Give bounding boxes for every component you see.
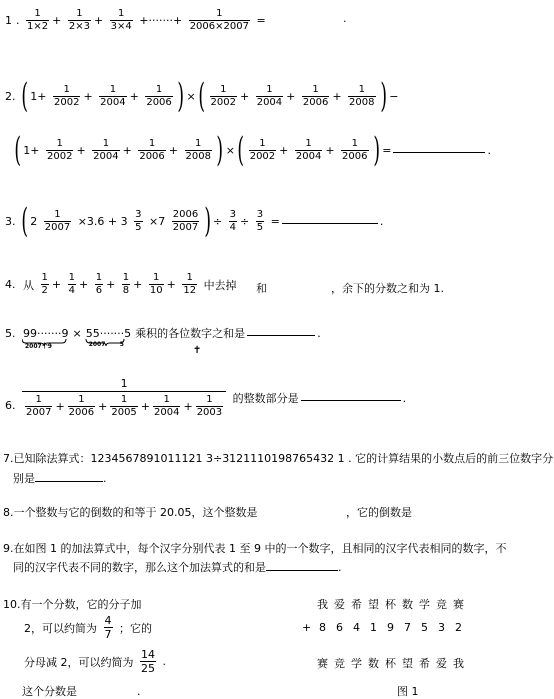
question-number: 2. — [5, 89, 16, 103]
answer-blank[interactable] — [301, 400, 401, 401]
period: . — [343, 12, 347, 25]
figure-row-3: 赛 竞 学 数 杯 望 希 爱 我 — [317, 657, 464, 670]
question-2-line-2: ( 1+ $\frac{1}{2002}$ + $\frac{1}{2004}$ + $\frac{1}{2006}$ + $\frac{1}{2008}$ ) ×( $\frac{1}{2002}$ + $\frac{1}{2004}$ + $\frac{1}{2006}$ ) = . — [14, 130, 491, 170]
question-number: 3. — [5, 214, 16, 228]
question-6: 6. 1 $\frac{1}{2007}$ + $\frac{1}{2006}$ + $\frac{1}{2005}$ + $\frac{1}{2004}$ + $\frac{1}{2003}$ 的整数部分是 . — [5, 377, 407, 418]
question-7 — [3, 450, 553, 466]
answer-blank[interactable] — [247, 335, 315, 336]
question-number: 6. — [5, 398, 16, 412]
question-number: 4. — [5, 278, 16, 291]
answer-blank[interactable] — [35, 481, 103, 482]
fraction: $\frac{1}{2006\times 2007}$ — [189, 8, 249, 32]
text: ，余下的分数之和为 1. — [331, 282, 444, 295]
question-5: 5. 99·······9 2007个9 × 55·······5 2007 5 乘积的各位数字之和是 . — [5, 326, 321, 351]
fraction: $\frac{1}{2\times 3}$ — [68, 8, 90, 32]
question-number: 9. — [3, 542, 14, 555]
question-number: 5. — [5, 326, 16, 340]
figure-caption: 图 1 — [397, 685, 419, 698]
text: 和 — [256, 282, 267, 295]
question-10-line-3: 分母减 2，可以约简为 $\frac{14}{25}$ . — [24, 648, 166, 675]
question-8: 8.一个整数与它的倒数的和等于 20.05，这个整数是 — [3, 506, 258, 519]
answer-blank[interactable] — [393, 152, 485, 153]
question-number: 8. — [3, 506, 14, 519]
question-1: 1 . $\frac{1}{1\times 2}$ + $\frac{1}{2\times 3}$ + $\frac{1}{3\times 4}$ +·······+ $\frac{1}{2006\times 2007}$ = — [5, 8, 266, 32]
question-7-line-2: 别是 . — [13, 472, 107, 485]
fraction: $\frac{1}{3\times 4}$ — [110, 8, 132, 32]
brace-marks — [22, 337, 132, 347]
answer-blank[interactable] — [282, 223, 378, 224]
question-10-line-4: 这个分数是 . — [22, 685, 141, 698]
question-number: 10. — [3, 598, 21, 611]
cursor-mark: ✝ — [193, 345, 202, 356]
figure-row-1: 我 爱 希 望 杯 数 学 竞 赛 — [317, 598, 464, 611]
fraction: $\frac{1}{1\times 2}$ — [27, 8, 49, 32]
question-9: 9.在如图 1 的加法算式中，每个汉字分别代表 1 至 9 中的一个数字，且相同的汉字代表相同的数字，不 — [3, 542, 507, 555]
question-2: 2. ( 1+ $\frac{1}{2002}$ + $\frac{1}{2004}$ + $\frac{1}{2006}$ ) ×( $\frac{1}{2002}$ + $\frac{1}{2004}$ + $\frac{1}{2006}$ + $\frac{1}{2008}$ ) − — [5, 76, 399, 116]
plus-sign: + — [302, 621, 312, 634]
question-text: 已知除法算式：1234567891011121 3÷3121110198765432 1 . 它的计算结果的小数点后的前三位数字分 — [13, 452, 554, 465]
question-4: 4. 从 $\frac{1}{2}$ + $\frac{1}{4}$ + $\frac{1}{6}$ + $\frac{1}{8}$ + $\frac{1}{10}$ + $\frac{1}{12}$ 中去掉 — [5, 272, 237, 296]
question-number: 7. — [3, 452, 14, 465]
answer-blank[interactable] — [266, 570, 338, 571]
question-9-line-2: 同的汉字代表不同的数字，那么这个加法算式的和是 . — [13, 561, 342, 574]
question-3: 3. ( 2 $\frac{1}{2007}$ ×3.6 + 3 $\frac{3}{5}$ ×7 $\frac{2006}{2007}$ ) ÷ $\frac{3}{4}$ ÷ $\frac{3}{5}$ = . — [5, 201, 384, 241]
question-10-line-2: 2，可以约简为 $\frac{4}{7}$ ；它的 — [24, 614, 152, 641]
question-number: 1 — [5, 14, 12, 27]
figure-row-2: 8 6 4 1 9 7 5 3 2 — [319, 621, 462, 634]
question-10: 10.有一个分数，它的分子加 — [3, 598, 142, 611]
text: ，它的倒数是 — [346, 506, 412, 519]
